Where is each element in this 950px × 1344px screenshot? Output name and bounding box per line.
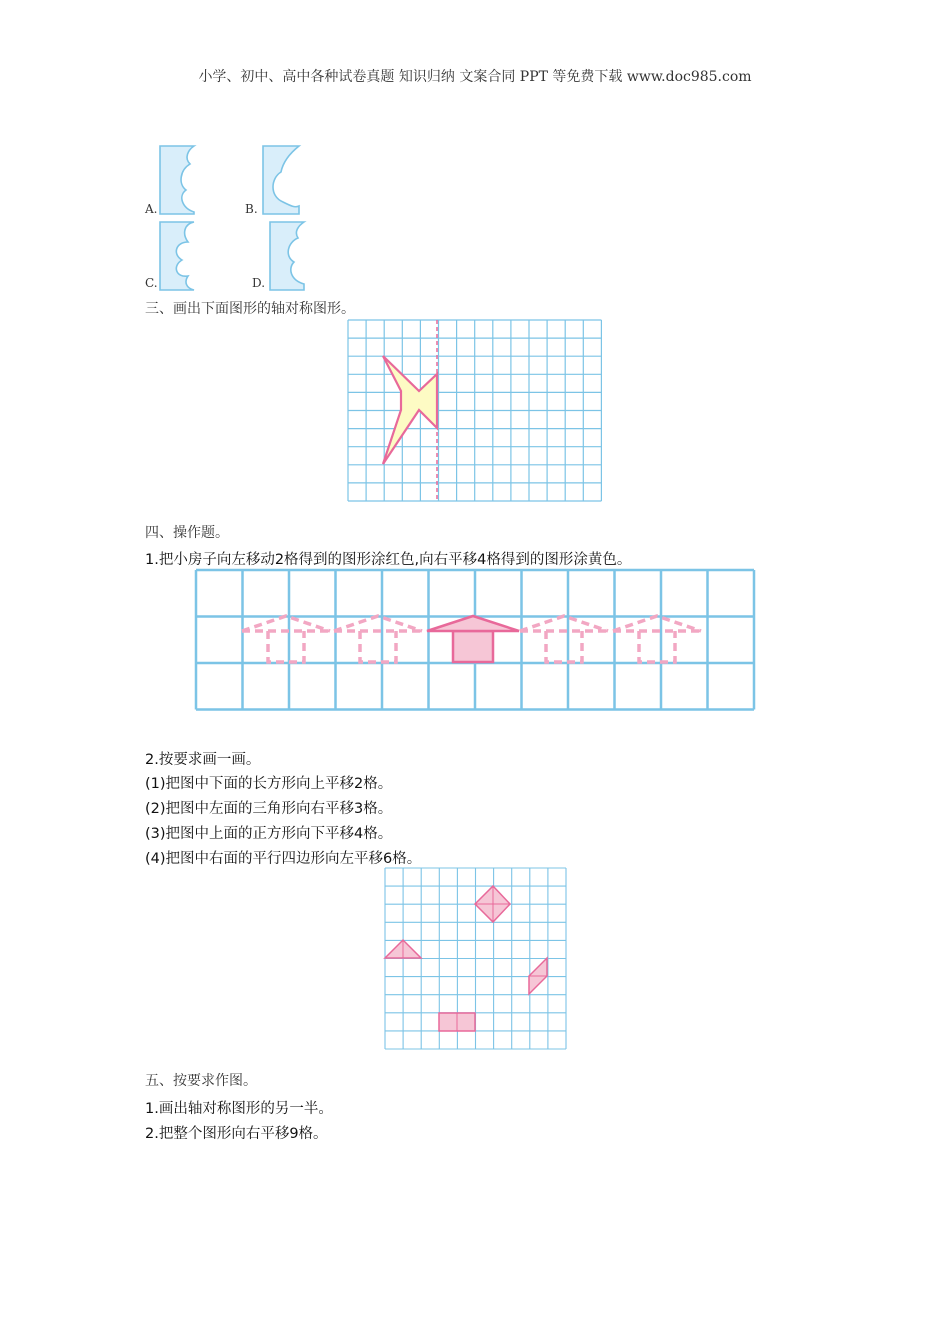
house-grid[interactable] [194,568,756,712]
house-dashed-3 [520,616,608,662]
question-2-step-2: (2)把图中左面的三角形向右平移3格。 [145,801,393,817]
section-4-title: 四、操作题。 [145,525,229,541]
option-a-label: A. [145,202,158,216]
house-original [427,616,519,662]
option-c-label: C. [145,276,158,290]
question-2-text: 2.按要求画一画。 [145,752,261,768]
option-d-figure [268,220,308,292]
symmetry-grid[interactable] [346,318,606,504]
option-a-figure [158,144,198,216]
option-d-label: D. [252,276,266,290]
translation-grid[interactable] [383,866,569,1052]
page-header: 小学、初中、高中各种试卷真题 知识归纳 文案合同 PPT 等免费下载 www.doc985.com [198,69,752,85]
section-5-step-1: 1.画出轴对称图形的另一半。 [145,1101,333,1117]
house-dashed-2 [334,616,422,662]
question-2-step-4: (4)把图中右面的平行四边形向左平移6格。 [145,851,422,867]
option-b-figure [261,144,303,216]
house-dashed-1 [242,616,330,662]
section-5-title: 五、按要求作图。 [145,1073,257,1089]
option-b-label: B. [245,202,258,216]
section-3-title: 三、画出下面图形的轴对称图形。 [145,301,355,317]
house-dashed-4 [613,616,701,662]
question-1-text: 1.把小房子向左移动2格得到的图形涂红色,向右平移4格得到的图形涂黄色。 [145,552,632,568]
question-2-step-1: (1)把图中下面的长方形向上平移2格。 [145,776,393,792]
section-5-step-2: 2.把整个图形向右平移9格。 [145,1126,328,1142]
question-2-step-3: (3)把图中上面的正方形向下平移4格。 [145,826,393,842]
option-c-figure [158,220,198,292]
